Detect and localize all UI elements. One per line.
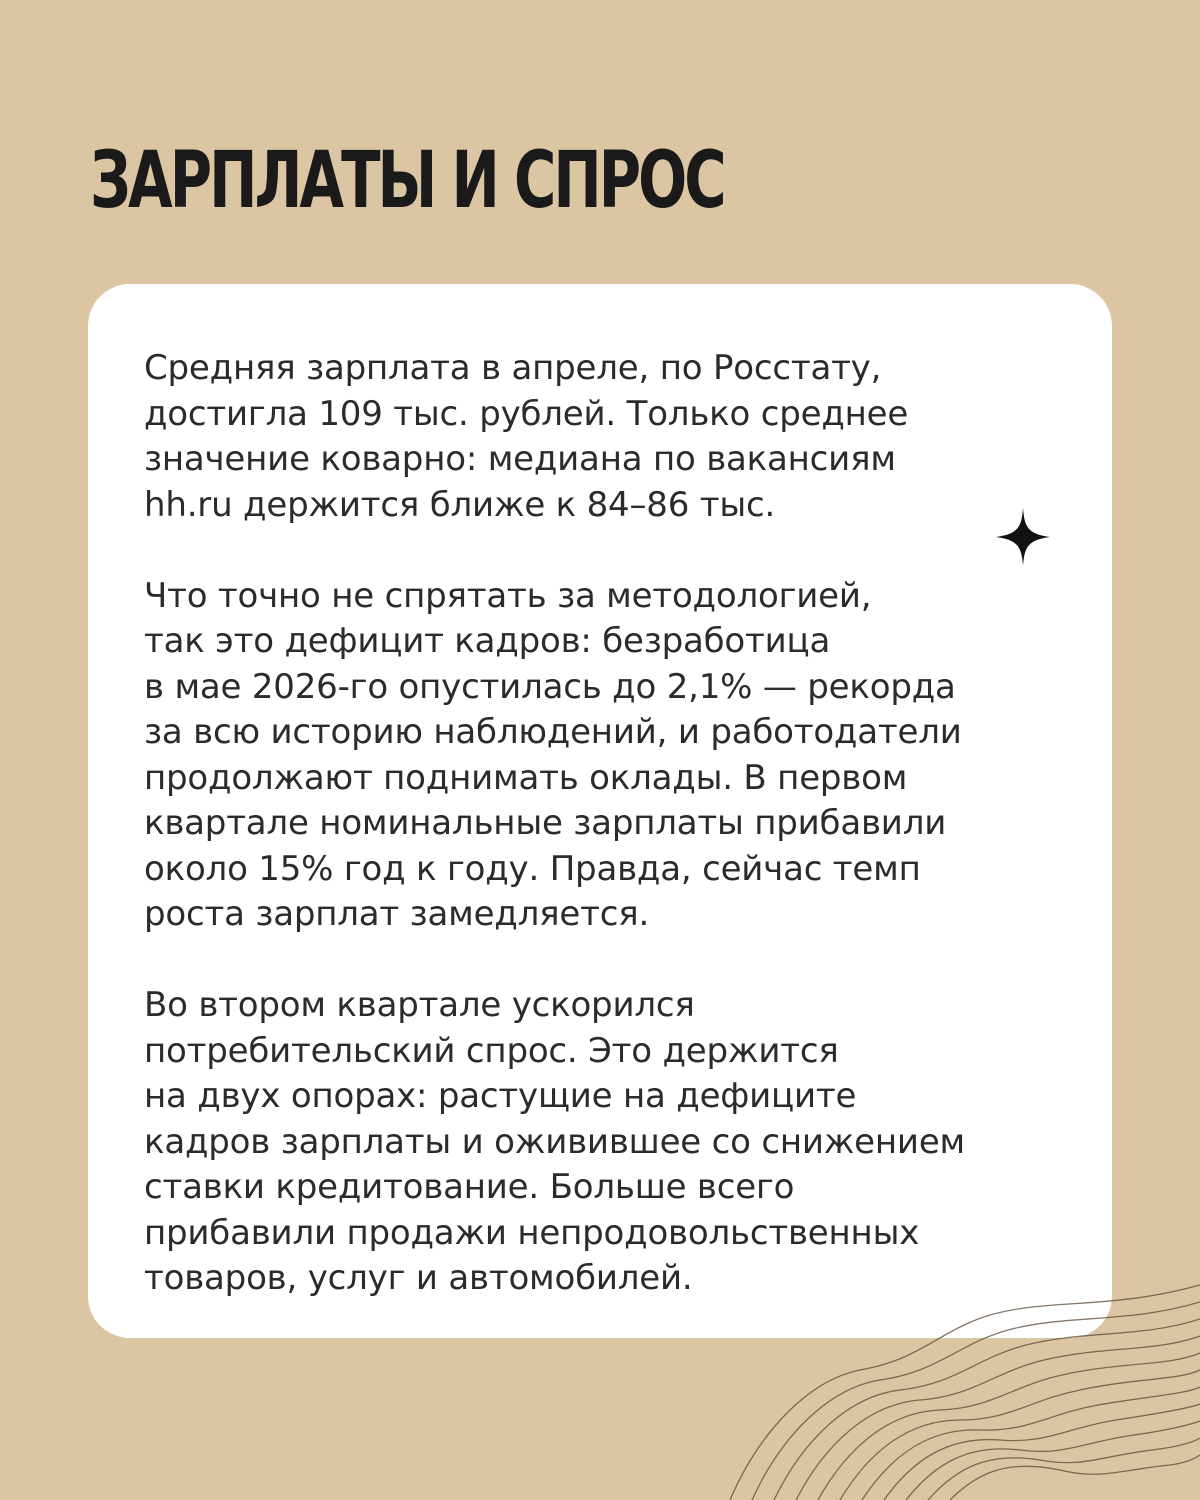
paragraph-gap xyxy=(144,938,1084,984)
paragraph-1-line: hh.ru держится ближе к 84–86 тыс. xyxy=(144,484,776,525)
paragraph-3-line: на двух опорах: растущие на дефиците xyxy=(144,1076,857,1116)
paragraph-3-line: кадров зарплаты и оживившее со снижением xyxy=(144,1121,965,1162)
paragraph-2-line: за всю историю наблюдений, и работодатели xyxy=(144,712,962,752)
paragraph-3-line: ставки кредитование. Больше всего xyxy=(144,1167,795,1207)
paragraph-2-line: так это дефицит кадров: безработица xyxy=(144,621,831,661)
paragraph-1-line: Средняя зарплата в апреле, по Росстату, xyxy=(144,348,882,388)
content-card xyxy=(88,284,1112,1338)
paragraph-3-line: прибавили продажи непродовольственных xyxy=(144,1212,920,1253)
paragraph-2-line: в мае 2026-го опустилась до 2,1% — рекорда xyxy=(144,666,956,707)
paragraph-1-line: достигла 109 тыс. рублей. Только среднее xyxy=(144,393,909,434)
paragraph-2-line: около 15% год к году. Правда, сейчас темп xyxy=(144,848,921,889)
paragraph-3-line: товаров, услуг и автомобилей. xyxy=(144,1258,693,1298)
paragraph-1-line: значение коварно: медиана по вакансиям xyxy=(144,439,896,479)
paragraph-2-line: продолжают поднимать оклады. В первом xyxy=(144,757,908,798)
paragraph-2-line: квартале номинальные зарплаты прибавили xyxy=(144,803,947,843)
paragraph-3-line: потребительский спрос. Это держится xyxy=(144,1030,839,1071)
sparkle-icon xyxy=(996,508,1050,566)
paragraph-2-line: Что точно не спрятать за методологией, xyxy=(144,575,872,616)
paragraph-3-line: Во втором квартале ускорился xyxy=(144,985,695,1025)
page-title: ЗАРПЛАТЫ И СПРОС xyxy=(90,136,724,226)
wavy-lines-icon xyxy=(690,1210,1200,1500)
paragraph-gap xyxy=(144,528,1084,574)
card-text xyxy=(144,346,1084,1302)
paragraph-2-line: роста зарплат замедляется. xyxy=(144,894,650,934)
